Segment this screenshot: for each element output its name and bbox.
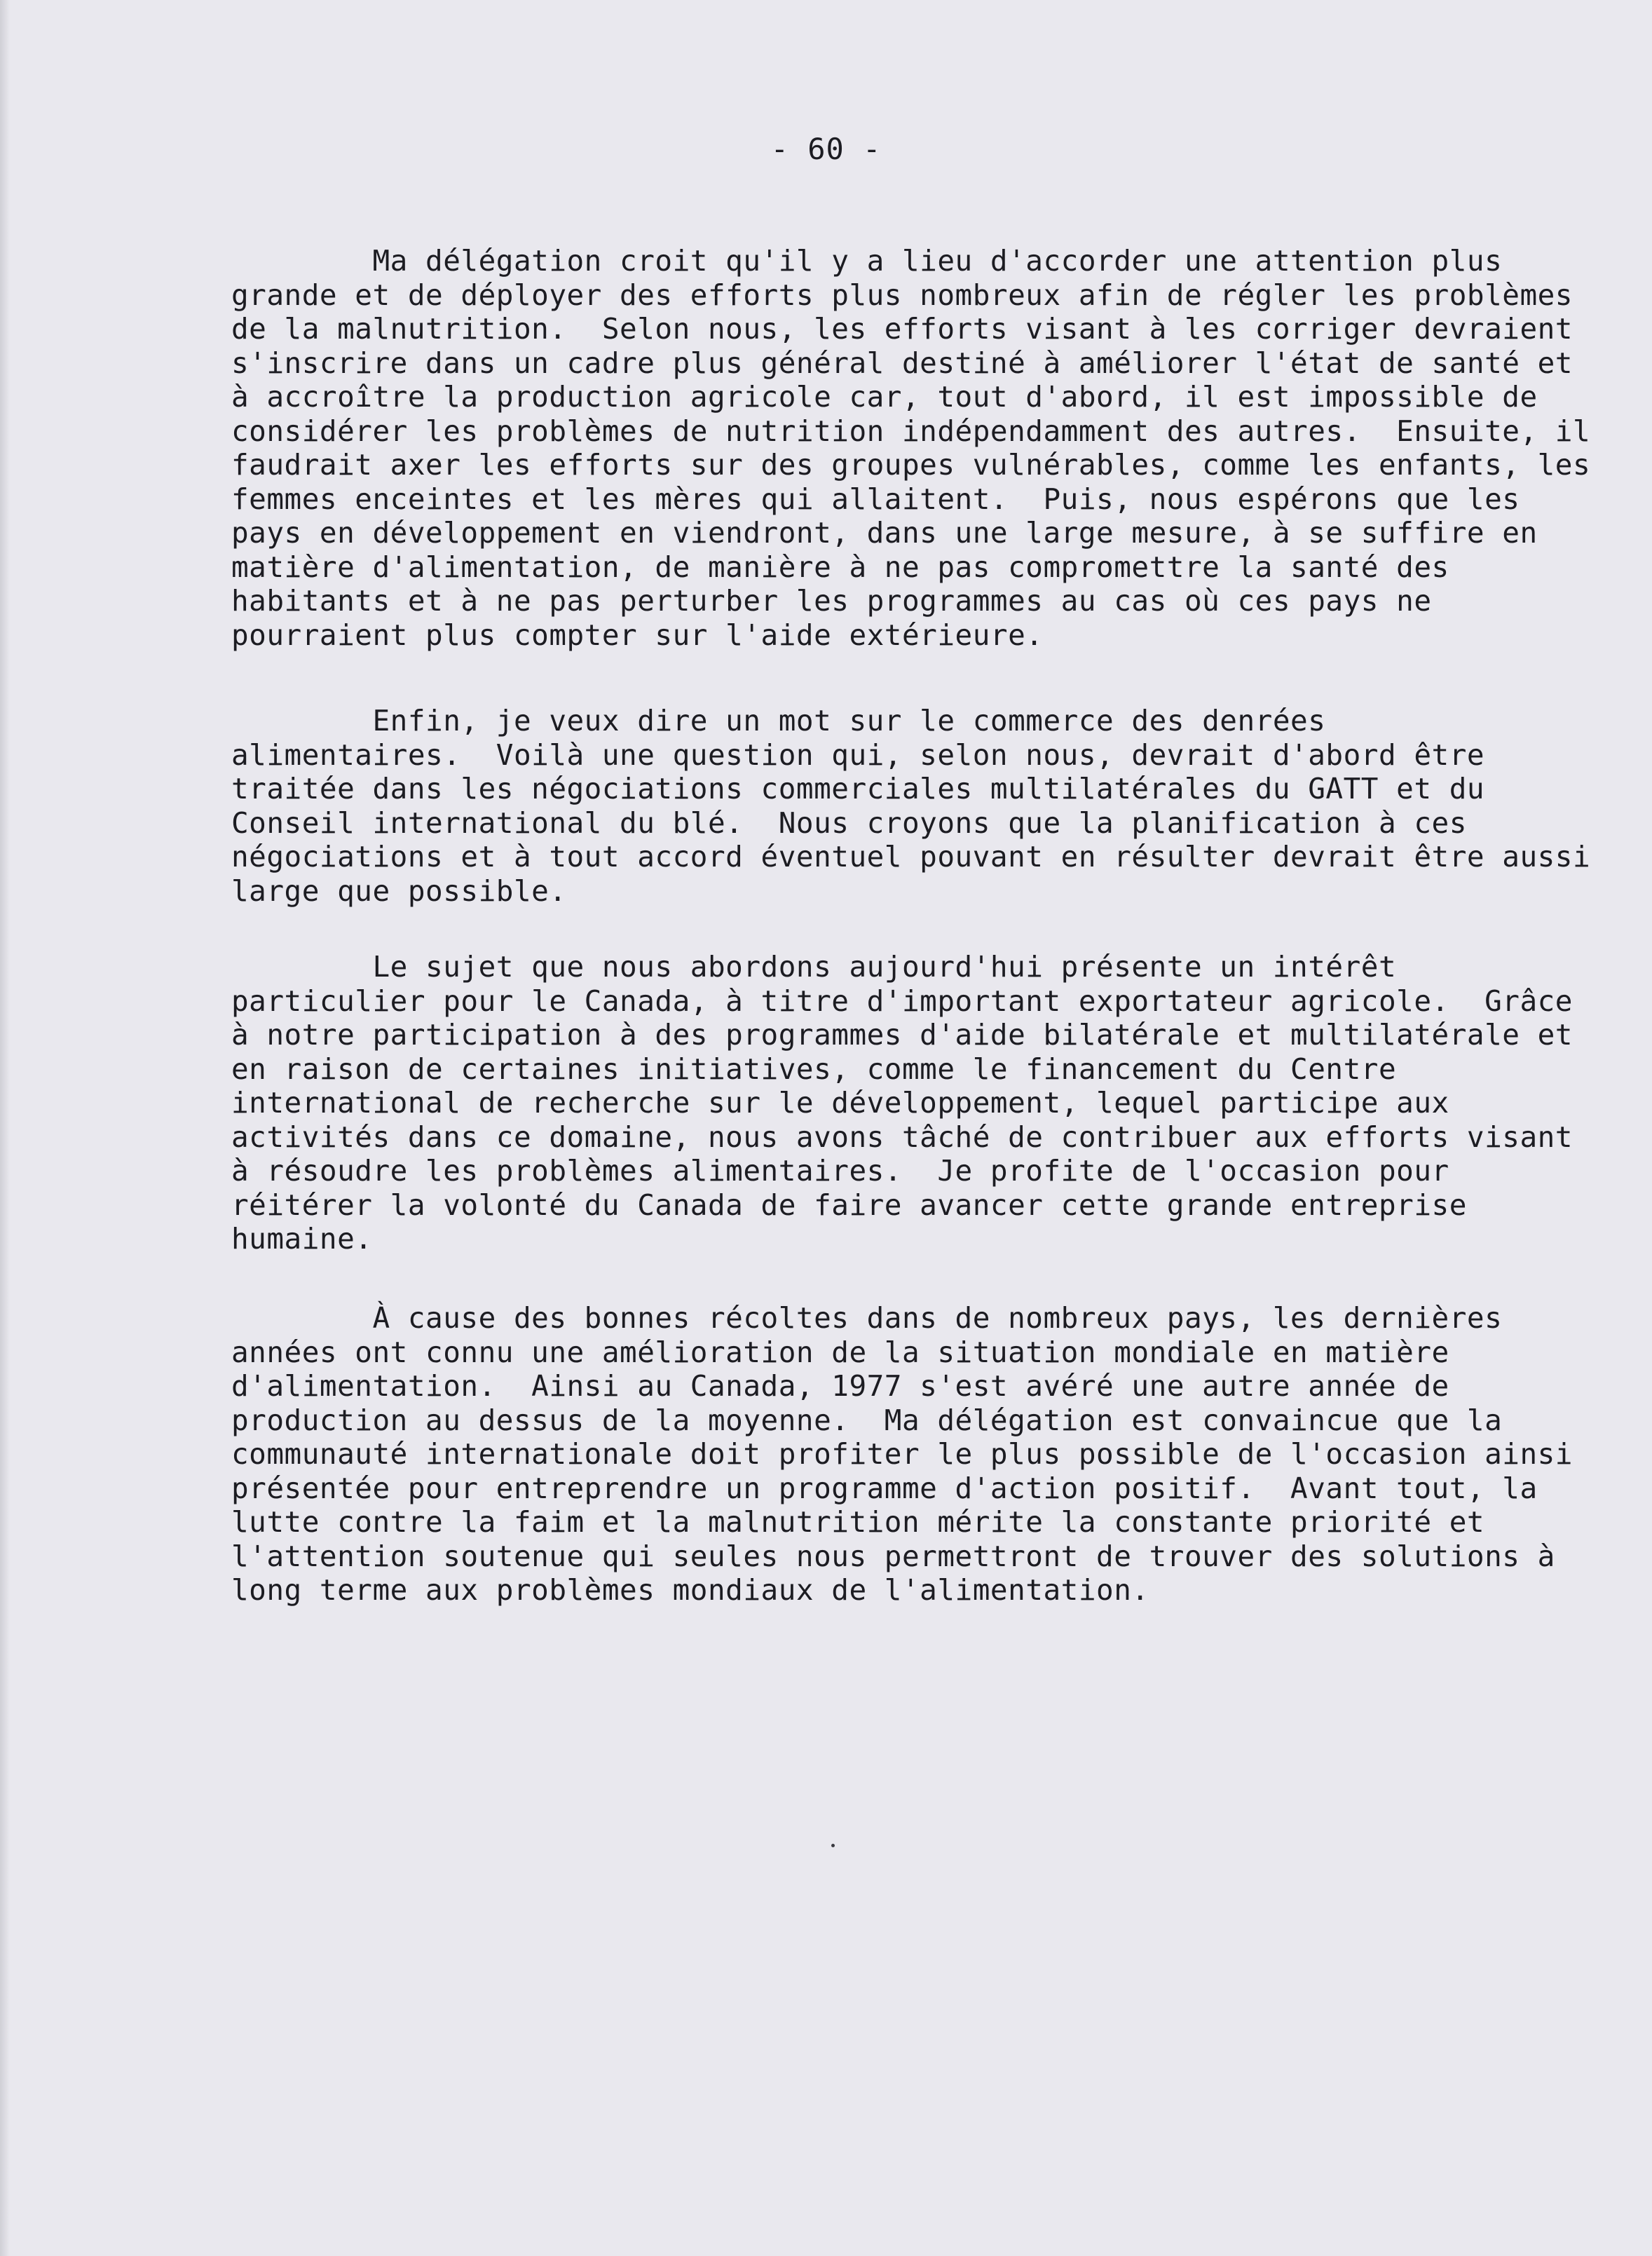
text-line: alimentaires. Voilà une question qui, selon nous, devrait d'abord être [231, 738, 1485, 772]
text-line: pourraient plus compter sur l'aide extérieure. [231, 618, 1044, 652]
text-line: s'inscrire dans un cadre plus général destiné à améliorer l'état de santé et [231, 346, 1573, 380]
paragraph-2 [231, 704, 1605, 908]
text-line: d'alimentation. Ainsi au Canada, 1977 s'est avéré une autre année de [231, 1369, 1449, 1403]
text-line: long terme aux problèmes mondiaux de l'alimentation. [231, 1573, 1149, 1607]
paragraph-1 [231, 244, 1605, 652]
text-line: négociations et à tout accord éventuel pouvant en résulter devrait être aussi [231, 840, 1591, 874]
text-line: considérer les problèmes de nutrition indépendamment des autres. Ensuite, il [231, 414, 1591, 448]
text-line: international de recherche sur le développement, lequel participe aux [231, 1086, 1449, 1120]
text-line: habitants et à ne pas perturber les programmes au cas où ces pays ne [231, 584, 1432, 618]
text-line: en raison de certaines initiatives, comme le financement du Centre [231, 1052, 1397, 1086]
text-line: Conseil international du blé. Nous croyons que la planification à ces [231, 806, 1467, 840]
text-line: particulier pour le Canada, à titre d'important exportateur agricole. Grâce [231, 984, 1573, 1018]
stray-mark [831, 1844, 835, 1847]
paragraph-3 [231, 950, 1605, 1256]
text-line: À cause des bonnes récoltes dans de nombreux pays, les dernières [231, 1301, 1503, 1335]
text-line: matière d'alimentation, de manière à ne pas compromettre la santé des [231, 550, 1449, 584]
text-line: Ma délégation croit qu'il y a lieu d'accorder une attention plus [231, 244, 1503, 278]
text-line: large que possible. [231, 874, 567, 908]
text-line: de la malnutrition. Selon nous, les efforts visant à les corriger devraient [231, 312, 1573, 346]
text-line: réitérer la volonté du Canada de faire avancer cette grande entreprise [231, 1188, 1467, 1222]
text-line: pays en développement en viendront, dans une large mesure, à se suffire en [231, 516, 1538, 550]
page-number: - 60 - [770, 132, 882, 166]
text-line: Enfin, je veux dire un mot sur le commerce des denrées [231, 704, 1326, 738]
text-line: humaine. [231, 1222, 373, 1256]
paragraph-4 [231, 1301, 1605, 1608]
text-line: Le sujet que nous abordons aujourd'hui présente un intérêt [231, 950, 1397, 984]
text-line: lutte contre la faim et la malnutrition mérite la constante priorité et [231, 1505, 1485, 1539]
text-line: faudrait axer les efforts sur des groupes vulnérables, comme les enfants, les [231, 448, 1591, 482]
text-line: production au dessus de la moyenne. Ma délégation est convaincue que la [231, 1403, 1503, 1437]
text-line: à accroître la production agricole car, tout d'abord, il est impossible de [231, 380, 1538, 414]
text-line: activités dans ce domaine, nous avons tâché de contribuer aux efforts visant [231, 1120, 1573, 1154]
text-line: communauté internationale doit profiter le plus possible de l'occasion ainsi [231, 1437, 1573, 1471]
page-edge [0, 0, 10, 2256]
text-line: à notre participation à des programmes d'aide bilatérale et multilatérale et [231, 1018, 1573, 1052]
text-line: l'attention soutenue qui seules nous permettront de trouver des solutions à [231, 1539, 1555, 1573]
text-line: années ont connu une amélioration de la situation mondiale en matière [231, 1335, 1449, 1369]
text-line: grande et de déployer des efforts plus nombreux afin de régler les problèmes [231, 278, 1573, 312]
text-line: présentée pour entreprendre un programme d'action positif. Avant tout, la [231, 1471, 1538, 1505]
text-line: traitée dans les négociations commerciales multilatérales du GATT et du [231, 772, 1485, 806]
text-line: femmes enceintes et les mères qui allaitent. Puis, nous espérons que les [231, 482, 1520, 516]
text-line: à résoudre les problèmes alimentaires. Je profite de l'occasion pour [231, 1154, 1449, 1188]
